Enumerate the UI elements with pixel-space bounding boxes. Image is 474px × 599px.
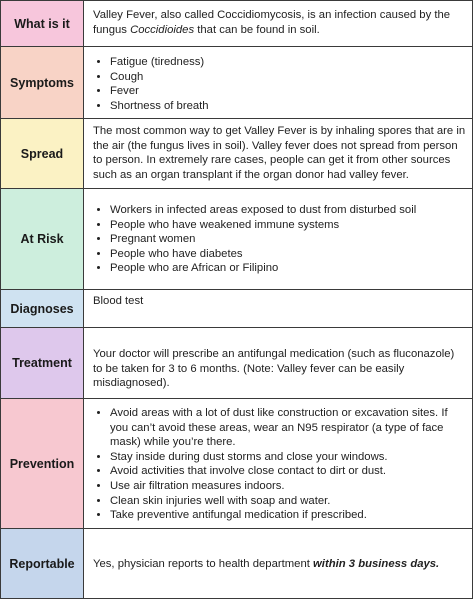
row-label-spread: Spread <box>0 119 84 188</box>
what-text-part-2: that can be found in soil. <box>194 23 320 36</box>
list-item: • Avoid activities that involve close contact to dirt or dust. <box>110 464 466 479</box>
row-prevention <box>0 398 473 528</box>
list-item: • Cough <box>110 70 466 85</box>
row-content-treatment: Your doctor will prescribe an antifungal medication (such as fluconazole) to be taken for 3 to 6 months. (Note: Valley fever can be easily misdiagnosed). <box>84 328 473 398</box>
what-text-part-1: Valley Fever, also called Coccidiomycosis, is an infection caused by the fungus <box>93 9 451 36</box>
list-item: • Fatigue (tiredness) <box>110 55 466 70</box>
list-item: • People who are African or Filipino <box>110 261 466 276</box>
row-content-spread: The most common way to get Valley Fever is by inhaling spores that are in the air (the fungus lives in soil). Valley fever does not spread from person to person. In extremely rare cases, people can get it from other sources such as an organ transplant if the organ donor had valley fever. <box>84 119 473 188</box>
list-item: • Fever <box>110 84 466 99</box>
row-content-what-is-it <box>84 1 473 46</box>
list-item: • People who have weakened immune systems <box>110 218 466 233</box>
row-treatment <box>0 327 473 398</box>
row-symptoms <box>0 46 473 118</box>
row-label-at-risk: At Risk <box>0 189 84 289</box>
list-item: • Take preventive antifungal medication if prescribed. <box>110 508 466 523</box>
row-content-reportable <box>84 529 473 598</box>
reportable-deadline: within 3 business days. <box>313 557 440 570</box>
row-content-diagnoses: Blood test <box>84 290 473 327</box>
row-content-prevention <box>84 399 473 528</box>
row-reportable <box>0 528 473 599</box>
row-what-is-it <box>0 0 473 46</box>
at-risk-list <box>93 203 466 276</box>
row-at-risk <box>0 188 473 289</box>
list-item: • Avoid areas with a lot of dust like construction or excavation sites. If you can’t avoid these areas, wear an N95 respirator (a type of face mask) while you’re there. <box>110 406 466 450</box>
prevention-list <box>93 406 466 523</box>
reportable-text: Yes, physician reports to health department <box>93 557 314 570</box>
row-content-symptoms <box>84 47 473 118</box>
list-item: • Stay inside during dust storms and close your windows. <box>110 450 466 465</box>
row-content-at-risk <box>84 189 473 289</box>
row-diagnoses <box>0 289 473 327</box>
row-label-reportable: Reportable <box>0 529 84 598</box>
symptoms-list <box>93 55 466 113</box>
row-label-what-is-it: What is it <box>0 1 84 46</box>
list-item: • Pregnant women <box>110 232 466 247</box>
row-label-symptoms: Symptoms <box>0 47 84 118</box>
row-label-diagnoses: Diagnoses <box>0 290 84 327</box>
row-label-treatment: Treatment <box>0 328 84 398</box>
list-item: • Use air filtration measures indoors. <box>110 479 466 494</box>
what-text-italic: Coccidioides <box>130 23 195 36</box>
row-label-prevention: Prevention <box>0 399 84 528</box>
list-item: • Shortness of breath <box>110 99 466 114</box>
row-spread <box>0 118 473 188</box>
list-item: • Workers in infected areas exposed to dust from disturbed soil <box>110 203 466 218</box>
list-item: • Clean skin injuries well with soap and water. <box>110 494 466 509</box>
list-item: • People who have diabetes <box>110 247 466 262</box>
